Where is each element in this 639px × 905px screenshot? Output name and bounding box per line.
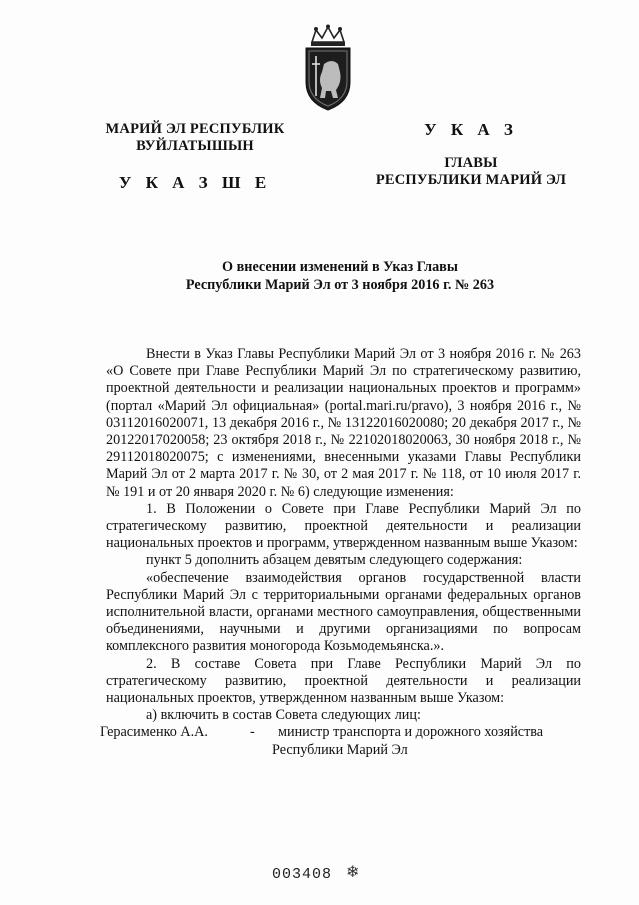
serial-number: 003408	[272, 866, 333, 883]
member-role-line2: Республики Марий Эл	[272, 741, 408, 758]
snowflake-mark: ❄	[346, 864, 360, 881]
header-left-line2: ВУЙЛАТЫШЫН	[136, 138, 254, 154]
header-left-line1: МАРИЙ ЭЛ РЕСПУБЛИК	[105, 121, 285, 137]
header-left-line3: У К А З Ш Е	[118, 173, 272, 192]
header-right	[360, 121, 582, 189]
paragraph-1: Внести в Указ Главы Республики Марий Эл от 3 ноября 2016 г. № 263 «О Совете при Главе Республики Марий Эл по стратегическому развитию, проектной деятельности и реализации национальных проектов и программ» (портал «Марий Эл официальная» (portal.mari.ru/pravo), 3 ноября 2016 г., № 03112016020071, 13 декабря 2016 г., № 13122016020080; 20 декабря 2017 г., № 20122017020058; 23 октября 2018 г., № 22102018020063, 30 ноября 2018 г., № 29112018020075; с изменениями, внесенными указами Главы Республики Марий Эл от 2 марта 2017 г. № 30, от 2 мая 2017 г. № 118, от 10 июля 2017 г. № 191 и от 20 января 2020 г. № 6) следующие изменения:	[106, 346, 581, 500]
header-right-line2: ГЛАВЫ	[444, 155, 498, 171]
header-right-line1: У К А З	[424, 120, 518, 139]
title-line1: О внесении изменений в Указ Главы	[222, 259, 458, 275]
header-left	[90, 121, 300, 191]
header-right-line3: РЕСПУБЛИКИ МАРИЙ ЭЛ	[375, 172, 567, 188]
document-body	[100, 346, 581, 759]
member-name: Герасименко А.А.	[100, 724, 208, 741]
title-line2: Республики Марий Эл от 3 ноября 2016 г. № 263	[185, 277, 495, 293]
paragraph-6: а) включить в состав Совета следующих лиц:	[146, 707, 421, 724]
paragraph-2: 1. В Положении о Совете при Главе Республики Марий Эл по стратегическому развитию, проектной деятельности и реализации национальных проектов и программ, утвержденном названным выше Указом:	[106, 500, 581, 552]
paragraph-4: «обеспечение взаимодействия органов государственной власти Республики Марий Эл с территориальными органами федеральных органов исполнительной власти, органами местного самоуправления, общественными объединениями, научными и другими организациями по вопросам комплексного развития моногорода Козьмодемьянска.».	[106, 569, 581, 655]
paragraph-5: 2. В составе Совета при Главе Республики Марий Эл по стратегическому развитию, проектной деятельности и реализации национальных проектов, утвержденном названным выше Указом:	[106, 655, 581, 707]
document-title	[100, 258, 580, 294]
member-dash: -	[250, 724, 255, 741]
paragraph-3: пункт 5 дополнить абзацем девятым следующего содержания:	[146, 552, 523, 569]
coat-of-arms-icon	[302, 24, 354, 112]
member-role-line1: министр транспорта и дорожного хозяйства	[278, 724, 544, 741]
member-row	[100, 724, 581, 741]
